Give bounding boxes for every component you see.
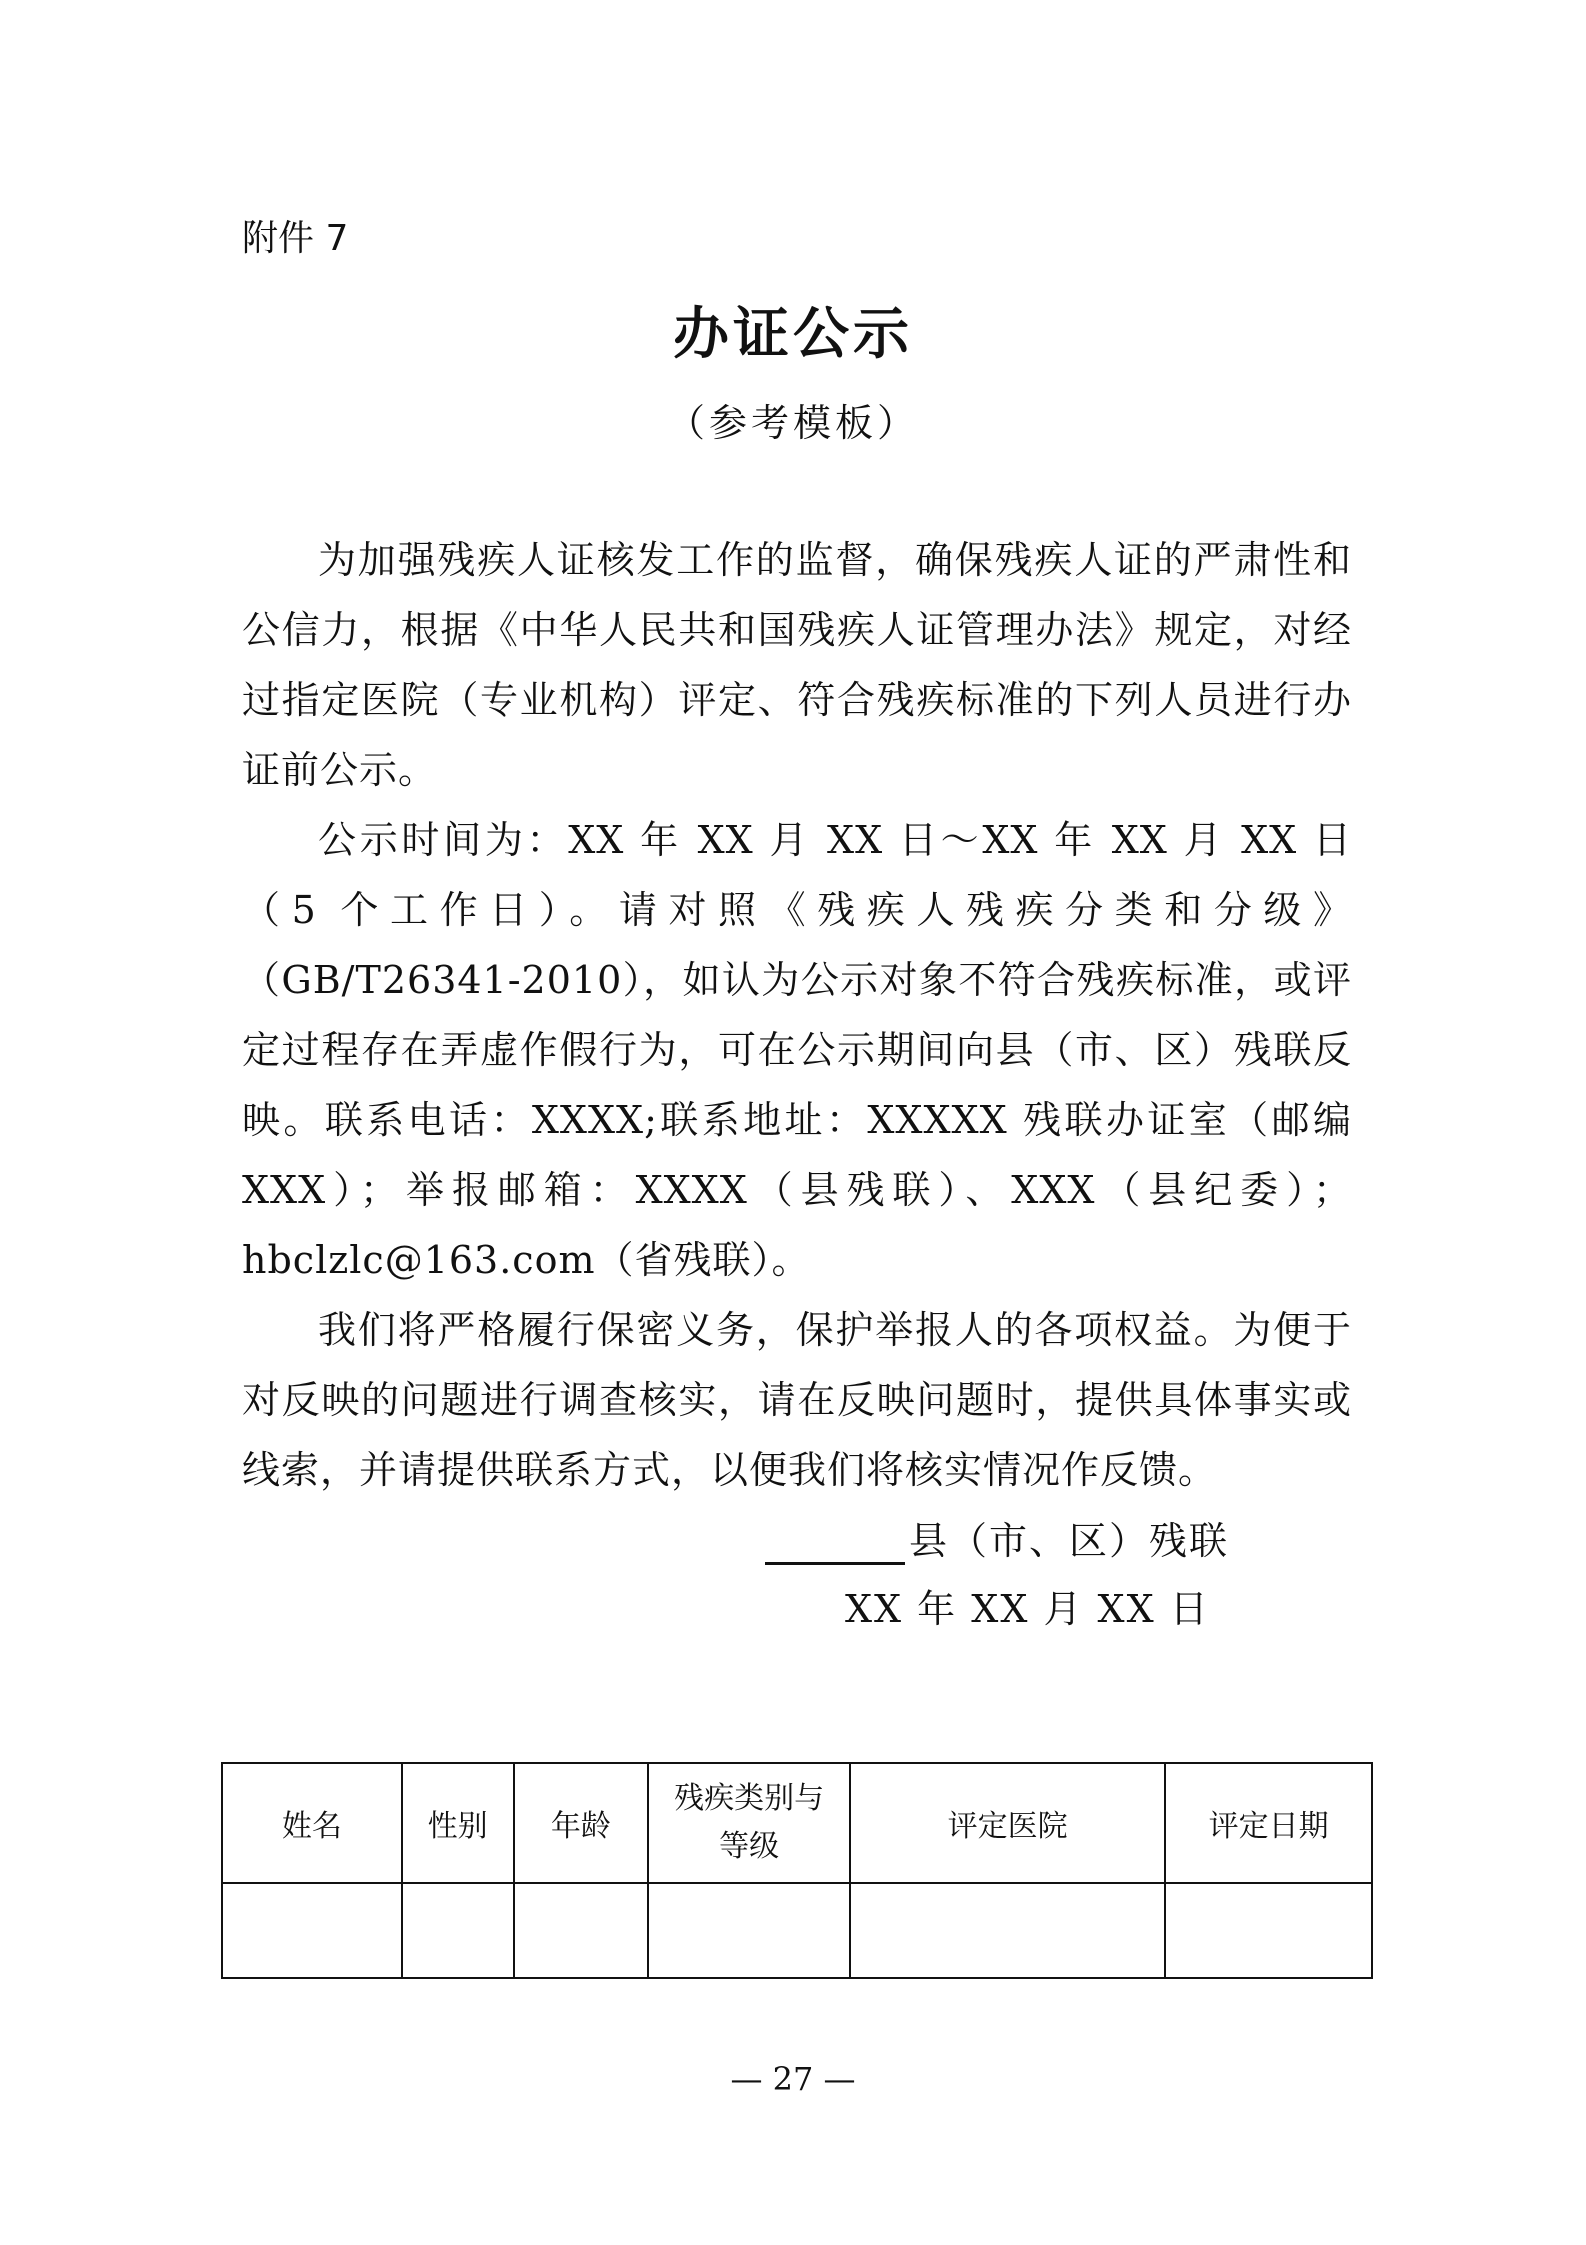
table-cell [850,1883,1165,1978]
table-cell [1165,1883,1372,1978]
table-cell [402,1883,514,1978]
header-disability-category: 残疾类别与等级 [648,1763,850,1883]
header-age: 年龄 [514,1763,649,1883]
document-subtitle: （参考模板） [666,401,919,445]
document-title: 办证公示 [673,301,913,367]
table-cell [514,1883,649,1978]
header-hospital: 评定医院 [850,1763,1165,1883]
paragraph-purpose: 为加强残疾人证核发工作的监督，确保残疾人证的严肃性和公信力，根据《中华人民共和国残疾人证管理办法》规定，对经过指定医院（专业机构）评定、符合残疾标准的下列人员进行办证前公示。 [242,538,1352,792]
signature-org-text: 县（市、区）残联 [909,1519,1230,1563]
header-date: 评定日期 [1165,1763,1372,1883]
paragraph-confidentiality: 我们将严格履行保密义务，保护举报人的各项权益。为便于对反映的问题进行调查核实，请在反映问题时，提供具体事实或线索，并请提供联系方式，以便我们将核实情况作反馈。 [242,1308,1352,1492]
paragraph-period-contact: 公示时间为：XX 年 XX 月 XX 日～XX 年 XX 月 XX 日（5 个工作日）。请对照《残疾人残疾分类和分级》（GB/T26341-2010），如认为公示对象不符合残疾标准，或评定过程存在弄虚作假行为，可在公示期间向县（市、区）残联反映。联系电话：XXXX;联系地址：XXXXX 残联办证室（邮编 XXX）；举报邮箱：XXXX（县残联）、XXX（县纪委）；hbclzlc@163.com（省残联）。 [242,818,1352,1282]
announcement-body [242,525,1352,1505]
attachment-label: 附件 7 [242,218,349,259]
signature-org [765,1510,1229,1565]
table-cell [222,1883,402,1978]
page-number: — 27 — [730,2060,856,2098]
header-gender: 性别 [402,1763,514,1883]
table-row [222,1883,1372,1978]
table-cell [648,1883,850,1978]
roster-table [221,1762,1373,1979]
signature-date: XX 年 XX 月 XX 日 [845,1587,1210,1631]
table-header-row [222,1763,1372,1883]
signature-blank-line [765,1526,905,1565]
header-name: 姓名 [222,1763,402,1883]
